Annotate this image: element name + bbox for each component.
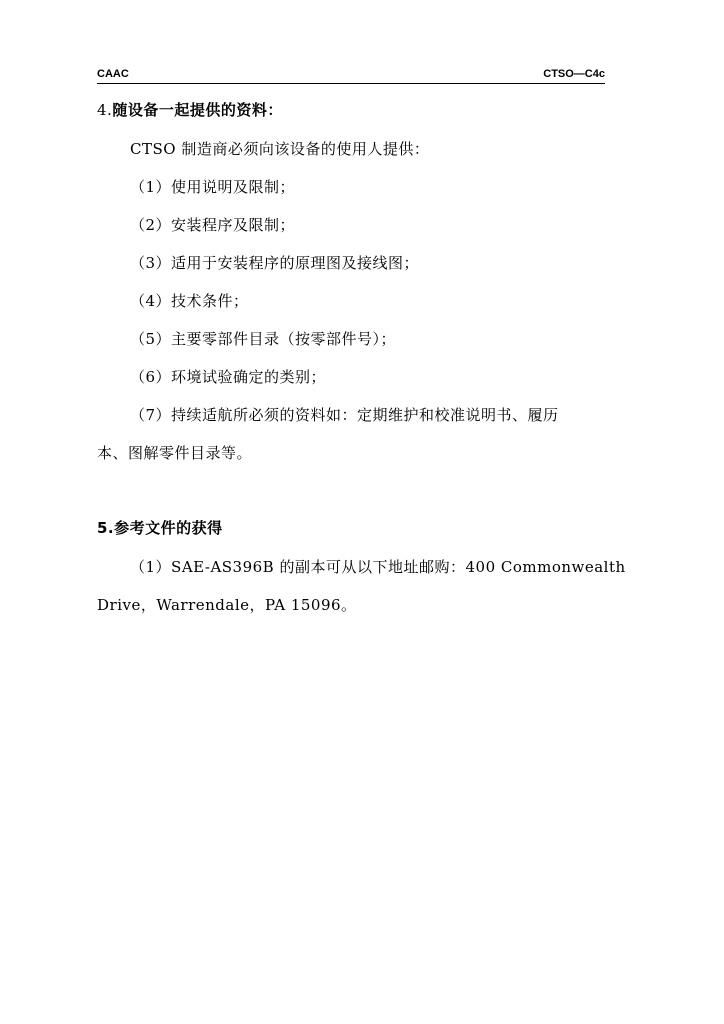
header-rule	[97, 83, 605, 84]
section-4-intro: CTSO 制造商必须向该设备的使用人提供：	[130, 140, 430, 158]
list-item: （5）主要零部件目录（按零部件号）；	[130, 330, 397, 348]
list-item: （7）持续适航所必须的资料如：定期维护和校准说明书、履历	[130, 406, 559, 424]
page-header	[97, 66, 605, 82]
section-4-title: 随设备一起提供的资料：	[112, 101, 283, 119]
header-org: CAAC	[97, 68, 129, 80]
list-item: （1）使用说明及限制；	[130, 178, 296, 196]
list-item-continuation: Drive，Warrendale，PA 15096。	[97, 596, 357, 614]
section-4-heading	[97, 99, 283, 120]
list-item: （2）安装程序及限制；	[130, 216, 296, 234]
header-doc-id: CTSO—C4c	[543, 68, 605, 80]
list-item: （6）环境试验确定的类别；	[130, 368, 327, 386]
section-5-heading: 5.参考文件的获得	[97, 519, 223, 537]
list-item: （3）适用于安装程序的原理图及接线图；	[130, 254, 420, 272]
section-4-number: 4.	[97, 101, 113, 119]
list-item-continuation: 本、图解零件目录等。	[97, 444, 253, 462]
list-item: （1）SAE-AS396B 的副本可从以下地址邮购：400 Commonwealth	[130, 558, 626, 576]
list-item: （4）技术条件；	[130, 292, 249, 310]
